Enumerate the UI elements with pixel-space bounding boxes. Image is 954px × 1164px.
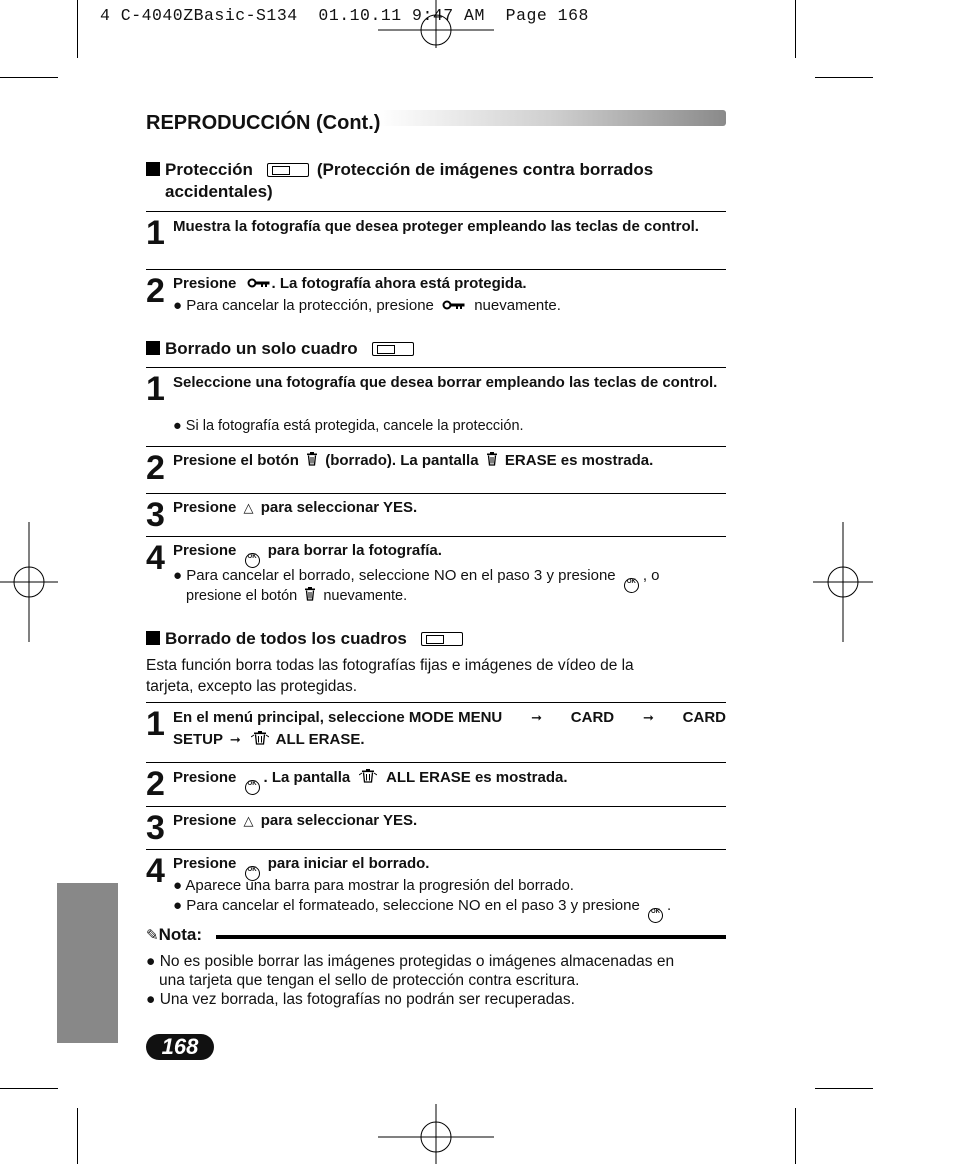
right-arrow-icon: ➞ xyxy=(229,732,241,747)
page-title: REPRODUCCIÓN (Cont.) xyxy=(146,112,381,134)
section-heading-all-erase: Borrado de todos los cuadros xyxy=(146,628,471,650)
step-text: Presione OK para borrar la fotografía. xyxy=(173,540,726,568)
registration-mark-bottom xyxy=(378,1104,496,1164)
note-bullet: ● Una vez borrada, las fotografías no podrán ser recuperadas. xyxy=(146,991,575,1008)
section-heading-single-erase: Borrado un solo cuadro xyxy=(146,338,422,360)
registration-mark-left xyxy=(0,522,60,642)
step-text: Presione . La fotografía ahora está protegida. xyxy=(173,275,527,292)
step-number: 2 xyxy=(146,449,165,487)
ok-button-icon: OK xyxy=(624,578,639,593)
all-erase-icon xyxy=(251,731,269,745)
step-number: 1 xyxy=(146,214,165,252)
print-header: 4 C-4040ZBasic-S134 01.10.11 9:47 AM Page 168 xyxy=(100,6,589,25)
step-text: Presione △ para seleccionar YES. xyxy=(173,810,726,832)
step-text: Presione OK para iniciar el borrado. xyxy=(173,853,726,881)
bullet-item: ● Para cancelar la protección, presione nuevamente. xyxy=(173,297,561,314)
note-heading: ✎Nota: xyxy=(146,925,203,944)
square-bullet-icon xyxy=(146,162,160,176)
bullet-item: ● Para cancelar el borrado, seleccione NO en el paso 3 y presione OK , o xyxy=(173,566,726,593)
ok-button-icon: OK xyxy=(245,866,260,881)
step-number: 4 xyxy=(146,539,165,577)
step-number: 3 xyxy=(146,809,165,847)
page-number: 168 xyxy=(146,1034,214,1060)
up-arrow-icon: △ xyxy=(243,500,254,515)
pencil-icon: ✎ xyxy=(146,927,159,944)
note-rule xyxy=(216,935,726,939)
step-text: Presione △ para seleccionar YES. xyxy=(173,497,726,519)
ok-button-icon: OK xyxy=(245,780,260,795)
step-text: En el menú principal, seleccione MODE MENU ➞ CARD ➞ CARD SETUP ➞ ALL ERASE. xyxy=(173,707,726,751)
trash-icon xyxy=(306,452,318,466)
divider xyxy=(146,849,726,850)
square-bullet-icon xyxy=(146,341,160,355)
step-number: 2 xyxy=(146,765,165,803)
trash-icon xyxy=(304,587,316,601)
playback-mode-icon xyxy=(421,632,463,646)
square-bullet-icon xyxy=(146,631,160,645)
intro-paragraph: Esta función borra todas las fotografías fijas e imágenes de vídeo de la tarjeta, excepto las protegidas. xyxy=(146,657,634,695)
step-number: 4 xyxy=(146,852,165,890)
right-arrow-icon: ➞ xyxy=(642,710,654,725)
bullet-item: ● Para cancelar el formateado, seleccione NO en el paso 3 y presione OK . xyxy=(173,896,726,923)
trash-icon xyxy=(486,452,498,466)
bullet-item-continuation: presione el botón nuevamente. xyxy=(186,588,408,604)
registration-mark-top xyxy=(378,0,496,50)
divider xyxy=(146,493,726,494)
step-number: 1 xyxy=(146,370,165,408)
step-number: 2 xyxy=(146,272,165,310)
divider xyxy=(146,806,726,807)
bullet-item: ● Si la fotografía está protegida, cancele la protección. xyxy=(173,418,524,434)
all-erase-icon xyxy=(359,769,377,783)
note-bullet: ● No es posible borrar las imágenes protegidas o imágenes almacenadas en una tarjeta que tengan el sello de protección contra escritura. xyxy=(146,953,675,989)
ok-button-icon: OK xyxy=(648,908,663,923)
playback-mode-icon xyxy=(372,342,414,356)
divider xyxy=(146,702,726,703)
registration-mark-right xyxy=(813,522,873,642)
divider xyxy=(146,211,726,212)
step-text: Presione el botón (borrado). La pantalla ERASE es mostrada. xyxy=(173,452,654,469)
divider xyxy=(146,269,726,270)
key-icon xyxy=(247,278,271,288)
divider xyxy=(146,367,726,368)
ok-button-icon: OK xyxy=(245,553,260,568)
step-number: 3 xyxy=(146,496,165,534)
divider xyxy=(146,762,726,763)
step-text: Muestra la fotografía que desea proteger empleando las teclas de control. xyxy=(173,218,699,235)
playback-mode-icon xyxy=(267,163,309,177)
up-arrow-icon: △ xyxy=(243,813,254,828)
side-tab xyxy=(57,883,118,1043)
key-icon xyxy=(442,300,466,310)
divider xyxy=(146,446,726,447)
step-number: 1 xyxy=(146,705,165,743)
step-text: Seleccione una fotografía que desea borrar empleando las teclas de control. xyxy=(173,374,718,391)
bullet-item: ● Aparece una barra para mostrar la progresión del borrado. xyxy=(173,877,574,894)
section-heading-protect: Protección (Protección de imágenes contra borrados accidentales) xyxy=(146,159,726,203)
right-arrow-icon: ➞ xyxy=(531,710,542,725)
step-text: Presione OK . La pantalla ALL ERASE es mostrada. xyxy=(173,767,726,795)
divider xyxy=(146,536,726,537)
